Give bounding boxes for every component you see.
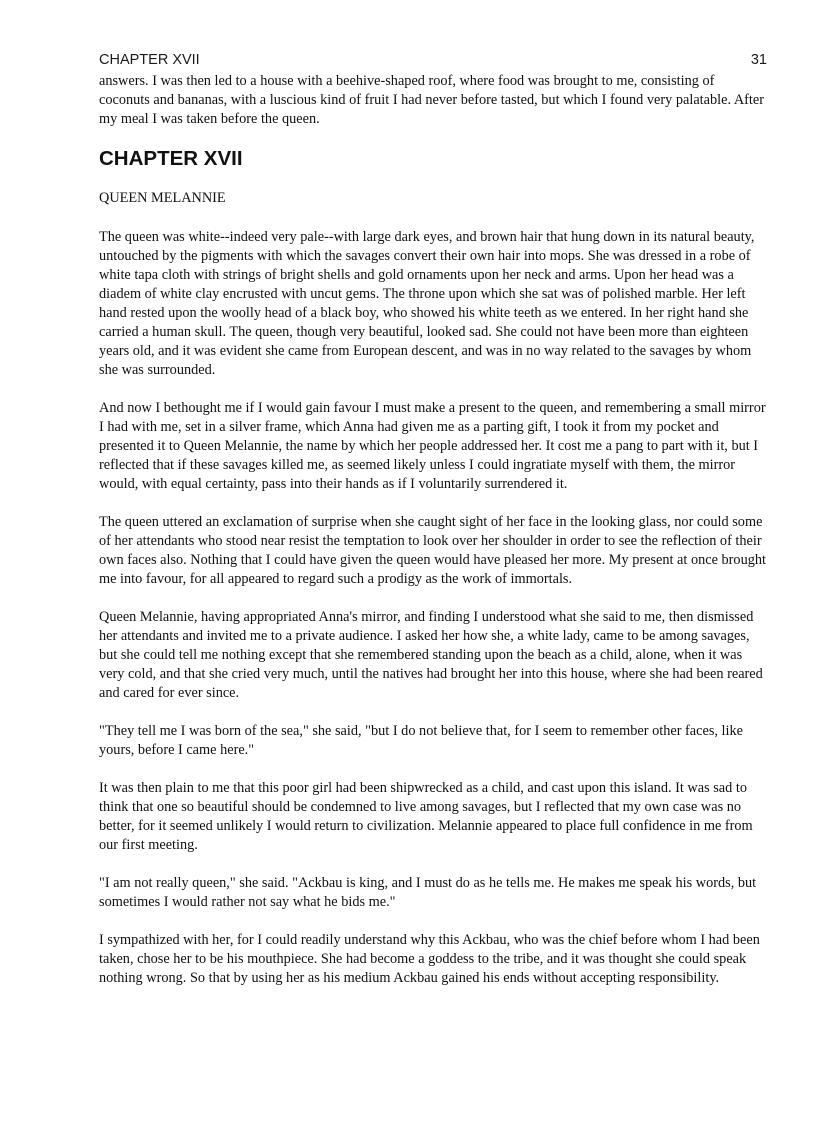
paragraph: And now I bethought me if I would gain favour I must make a present to the queen, and remembering a small mirror I had with me, set in a silver frame, which Anna had given me as a parting gift, I took it from my pocket and presented it to Queen Melannie, the name by which her people addressed her. It cost me a pang to part with it, but I reflected that if these savages killed me, as seemed likely unless I could ingratiate myself with them, the mirror would, with equal certainty, pass into their hands as if I voluntarily surrendered it. [99,400,766,492]
chapter-title: CHAPTER XVII [99,147,243,170]
chapter-subtitle: QUEEN MELANNIE [99,190,226,206]
book-page [99,50,767,1007]
paragraph: "They tell me I was born of the sea," she said, "but I do not believe that, for I seem to remember other faces, like yours, before I came here." [99,723,743,758]
continued-paragraph: answers. I was then led to a house with a beehive-shaped roof, where food was brought to me, consisting of coconuts and bananas, with a luscious kind of fruit I had never before tasted, but which I found very palatable. After my meal I was taken before the queen. [99,73,764,127]
running-header-chapter: CHAPTER XVII [99,52,200,68]
running-header [99,50,767,72]
paragraph: It was then plain to me that this poor girl had been shipwrecked as a child, and cast upon this island. It was sad to think that one so beautiful should be condemned to live among savages, but I reflected that my own case was no better, for it seemed unlikely I would return to civilization. Melannie appeared to place full confidence in me from our first meeting. [99,780,753,853]
paragraph: Queen Melannie, having appropriated Anna's mirror, and finding I understood what she said to me, then dismissed her attendants and invited me to a private audience. I asked her how she, a white lady, came to be among savages, but she could tell me nothing except that she remembered standing upon the beach as a child, alone, when it was very cold, and that she cried very much, until the natives had brought her into this house, where she had been reared and cared for ever since. [99,609,763,701]
page-body [99,72,767,988]
paragraph: The queen uttered an exclamation of surprise when she caught sight of her face in the looking glass, nor could some of her attendants who stood near resist the temptation to look over her shoulder in order to see the reflection of their own faces also. Nothing that I could have given the queen would have pleased her more. My present at once brought me into favour, for all appeared to regard such a prodigy as the work of immortals. [99,514,766,587]
paragraph: The queen was white--indeed very pale--with large dark eyes, and brown hair that hung down in its natural beauty, untouched by the pigments with which the savages convert their own hair into mops. She was dressed in a robe of white tapa cloth with strings of bright shells and gold ornaments upon her neck and arms. Upon her head was a diadem of white clay encrusted with uncut gems. The throne upon which she sat was of polished marble. Her left hand rested upon the woolly head of a black boy, who showed his white teeth as we entered. In her right hand she carried a human skull. The queen, though very beautiful, looked sad. She could not have been more than eighteen years old, and it was evident she came from European descent, and was in no way related to the savages by whom she was surrounded. [99,229,755,378]
paragraph: I sympathized with her, for I could readily understand why this Ackbau, who was the chief before whom I had been taken, chose her to be his mouthpiece. She had become a goddess to the tribe, and it was thought she could speak nothing wrong. So that by using her as his medium Ackbau gained his ends without accepting responsibility. [99,932,760,986]
paragraph: "I am not really queen," she said. "Ackbau is king, and I must do as he tells me. He makes me speak his words, but sometimes I would rather not say what he bids me." [99,875,757,910]
page-number: 31 [750,52,767,68]
